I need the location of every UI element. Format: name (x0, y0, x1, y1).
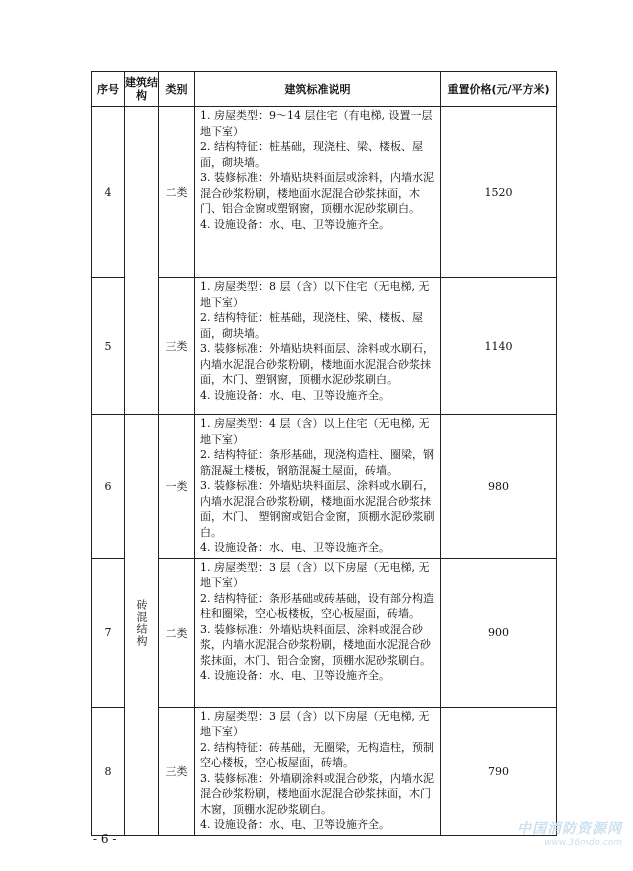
desc-line: 3. 装修标准：外墙贴块料面层、涂料或水刷石，内墙水泥混合砂浆粉刷，楼地面水泥混合砂浆抹面，木门、 塑钢窗或铝合金窗，顶棚水泥砂浆刷白。 (200, 479, 435, 539)
desc-line: 2. 结构特征：条形基础，现浇构造柱、圈梁，钢筋混凝土楼板，钢筋混凝土屋面，砖墙。 (200, 448, 434, 477)
desc-line: 2. 结构特征：砖基础，无圈梁，无构造柱，预制空心楼板，空心板屋面，砖墙。 (200, 740, 434, 769)
row-price: 790 (441, 707, 557, 835)
desc-line: 4. 设施设备：水、电、卫等设施齐全。 (200, 669, 390, 682)
desc-line: 3. 装修标准：外墙贴块料面层或涂料，内墙水泥混合砂浆粉刷，楼地面水泥混合砂浆抹面，木门、铝合金窗或塑钢窗，顶棚水泥砂浆刷白。 (200, 171, 434, 215)
header-no: 序号 (92, 72, 125, 107)
desc-line: 3. 装修标准：外墙贴块料面层、涂料或水刷石，内墙水泥混合砂浆粉刷，楼地面水泥混合砂浆抹面，木门、塑钢窗，顶棚水泥砂浆刷白。 (200, 342, 434, 386)
structure-label: 砖混结构 (135, 598, 148, 647)
desc-line: 1. 房屋类型：9～14 层住宅（有电梯, 设置一层地下室） (200, 109, 433, 138)
row-price: 980 (441, 415, 557, 559)
desc-line: 3. 装修标准：外墙刷涂料或混合砂浆，内墙水泥混合砂浆粉刷，楼地面水泥混合砂浆抹面，木门木窗，顶棚水泥砂浆刷白。 (200, 771, 434, 816)
row-number: 5 (92, 278, 125, 415)
row-description (195, 107, 441, 278)
header-structure: 建筑结构 (125, 72, 159, 107)
table-row (92, 415, 557, 559)
structure-cell (125, 415, 159, 836)
table-row (92, 558, 557, 707)
table-row (92, 107, 557, 278)
desc-line: 4. 设施设备：水、电、卫等设施齐全。 (200, 541, 390, 554)
header-price: 重置价格(元/平方米) (441, 72, 557, 107)
desc-line: 2. 结构特征：桩基础，现浇柱、梁、楼板、屋面，砌块墙。 (200, 140, 423, 169)
desc-line: 2. 结构特征：条形基础或砖基础，设有部分构造柱和圈梁，空心板楼板，空心板屋面，砖墙。 (200, 591, 434, 620)
row-category: 二类 (159, 558, 195, 707)
desc-line: 1. 房屋类型：3 层（含）以下房屋（无电梯, 无地下室） (200, 709, 430, 738)
desc-line: 2. 结构特征：桩基础，现浇柱、梁、楼板、屋面，砌块墙。 (200, 311, 423, 340)
desc-line: 3. 装修标准：外墙贴块料面层、涂料或混合砂浆，内墙水泥混合砂浆粉刷，楼地面水泥混合砂浆抹面，木门、铝合金窗，顶棚水泥砂浆刷白。 (200, 622, 431, 667)
table-header-row (92, 72, 557, 107)
desc-line: 1. 房屋类型：3 层（含）以下房屋（无电梯, 无地下室） (200, 560, 430, 589)
desc-line: 1. 房屋类型：4 层（含）以上住宅（无电梯, 无地下室） (200, 417, 430, 446)
row-number: 4 (92, 107, 125, 278)
row-description (195, 415, 441, 559)
row-price: 1140 (441, 278, 557, 415)
desc-line: 4. 设施设备：水、电、卫等设施齐全。 (200, 818, 390, 831)
structure-cell-empty (125, 107, 159, 415)
row-category: 一类 (159, 415, 195, 559)
building-standard-table (91, 71, 557, 836)
watermark-url: www.36mdo.com (544, 838, 622, 848)
row-price: 1520 (441, 107, 557, 278)
page-number: - 6 - (93, 832, 117, 846)
row-price: 900 (441, 558, 557, 707)
row-description (195, 278, 441, 415)
desc-line: 4. 设施设备：水、电、卫等设施齐全。 (200, 217, 390, 231)
row-category: 三类 (159, 707, 195, 835)
table-row (92, 707, 557, 835)
row-number: 7 (92, 558, 125, 707)
table-row (92, 278, 557, 415)
header-category: 类别 (159, 72, 195, 107)
header-description: 建筑标准说明 (195, 72, 441, 107)
watermark-title: 中国消防资源网 (517, 821, 622, 837)
row-category: 三类 (159, 278, 195, 415)
watermark (492, 818, 622, 848)
row-description (195, 707, 441, 835)
row-number: 6 (92, 415, 125, 559)
row-category: 二类 (159, 107, 195, 278)
desc-line: 4. 设施设备：水、电、卫等设施齐全。 (200, 388, 390, 402)
row-description (195, 558, 441, 707)
row-number: 8 (92, 707, 125, 835)
desc-line: 1. 房屋类型：8 层（含）以下住宅（无电梯, 无地下室） (200, 280, 430, 309)
